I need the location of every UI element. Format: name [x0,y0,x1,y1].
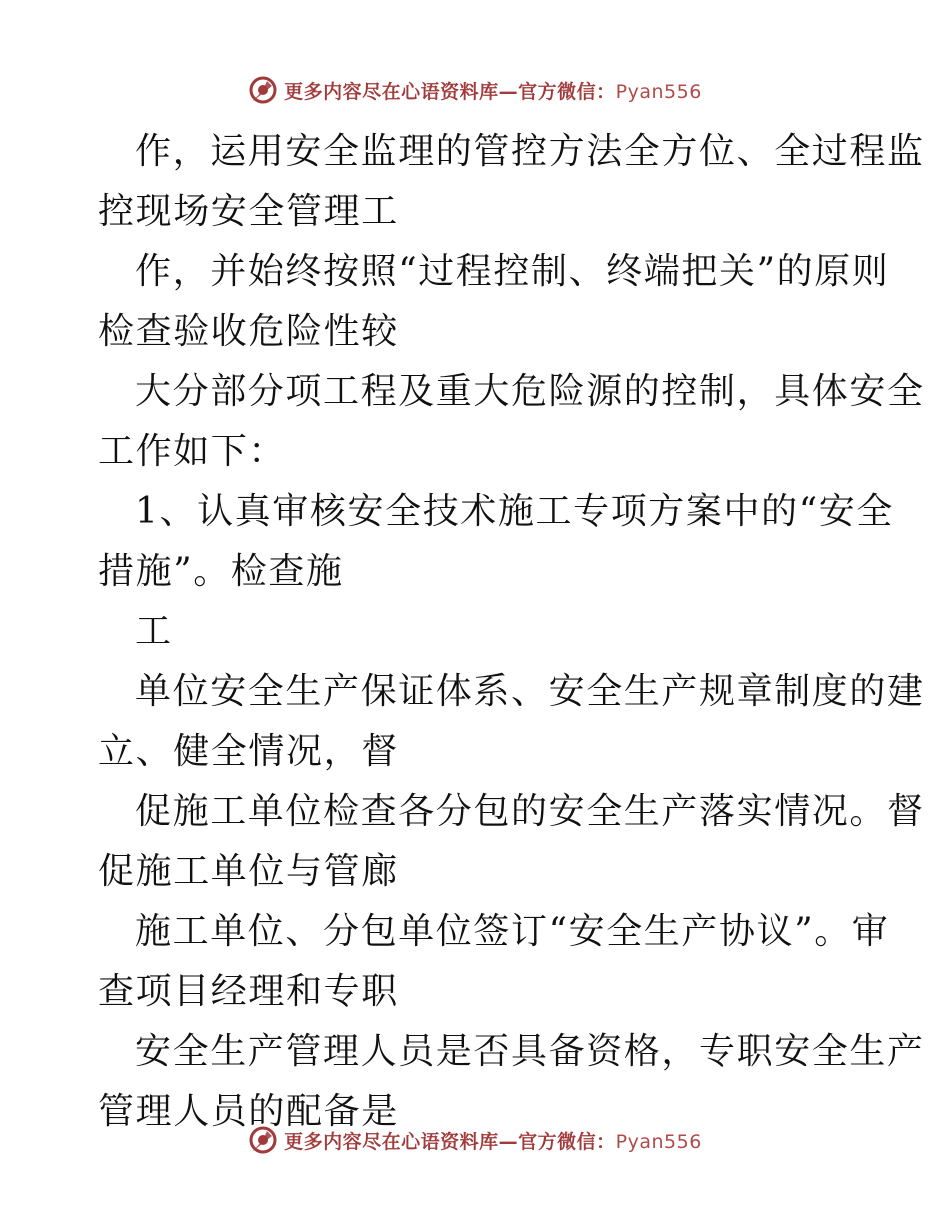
text-line: 管理人员的配备是 [98,1091,399,1132]
text-line: 措施”。检查施 [98,551,344,592]
pen-logo-icon [248,75,278,105]
text-line: 作，运用安全监理的管控方法全方位、全过程监 [135,131,925,172]
text-line: 工作如下： [98,431,287,472]
text-line: 单位安全生产保证体系、安全生产规章制度的建 [135,671,925,712]
text-line: 作，并始终按照“过程控制、终端把关”的原则 [135,251,890,292]
text-line: 控现场安全管理工 [98,191,399,232]
footer-watermark [0,1120,950,1160]
watermark-text: 更多内容尽在心语资料库—官方微信：Pyan556 [284,80,702,103]
text-line: 安全生产管理人员是否具备资格，专职安全生产 [135,1031,925,1072]
text-line: 促施工单位检查各分包的安全生产落实情况。督 [135,791,925,832]
watermark-text: 更多内容尽在心语资料库—官方微信：Pyan556 [284,1130,702,1153]
text-line: 施工单位、分包单位签订“安全生产协议”。审 [135,911,890,952]
text-line: 检查验收危险性较 [98,311,399,352]
text-line: 工 [135,611,173,652]
text-line: 立、健全情况，督 [98,731,399,772]
text-line: 查项目经理和专职 [98,971,399,1012]
text-line: 1、认真审核安全技术施工专项方案中的“安全 [135,491,894,532]
header-watermark [0,70,950,110]
pen-logo-icon [248,1125,278,1155]
text-line: 促施工单位与管廊 [98,851,399,892]
text-line: 大分部分项工程及重大危险源的控制，具体安全 [135,371,925,412]
document-body [98,122,925,1142]
